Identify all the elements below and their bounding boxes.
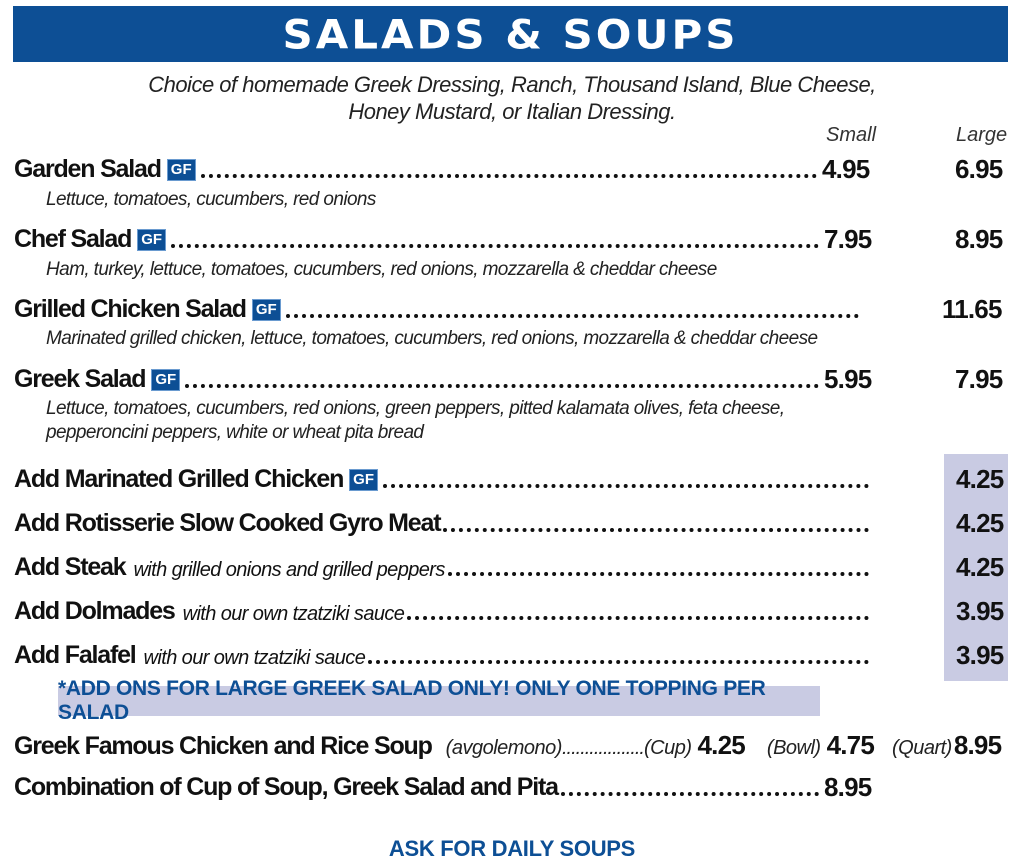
- column-large-label: Large: [956, 124, 1008, 146]
- item-name: Garden Salad: [14, 155, 161, 183]
- addon-name: Add Rotisserie Slow Cooked Gyro Meat: [14, 509, 441, 537]
- soup-note: (avgolemono): [445, 737, 562, 759]
- addon-gyro-meat: [14, 506, 872, 538]
- gluten-free-badge: GF: [151, 369, 180, 391]
- item-description: Lettuce, tomatoes, cucumbers, red onions, green peppers, pitted kalamata olives, feta cheese,: [46, 398, 785, 419]
- menu-item-greek-salad: [14, 362, 822, 394]
- soup-dots: ..................: [561, 737, 644, 759]
- addon-price: 4.25: [956, 464, 1004, 494]
- addon-restriction-note: *ADD ONS FOR LARGE GREEK SALAD ONLY! ONLY ONE TOPPING PER SALAD: [58, 686, 820, 716]
- leader-dots: [448, 572, 869, 576]
- leader-dots: [185, 384, 819, 388]
- soup-name: Greek Famous Chicken and Rice Soup: [14, 732, 432, 760]
- leader-dots: [171, 244, 819, 248]
- leader-dots: [561, 792, 819, 796]
- addon-price: 4.25: [956, 508, 1004, 538]
- leader-dots: [368, 660, 869, 664]
- addon-price: 4.25: [956, 552, 1004, 582]
- addon-dolmades: [14, 594, 872, 626]
- addon-name: Add Dolmades: [14, 597, 175, 625]
- leader-dots: [407, 616, 869, 620]
- section-title: SALADS & SOUPS: [282, 10, 739, 58]
- menu-item-combination: [14, 770, 822, 802]
- item-name: Greek Salad: [14, 365, 146, 393]
- gluten-free-badge: GF: [349, 469, 378, 491]
- addon-name: Add Marinated Grilled Chicken: [14, 465, 344, 493]
- addon-steak: [14, 550, 872, 582]
- item-description: Lettuce, tomatoes, cucumbers, red onions: [46, 189, 376, 210]
- menu-item-garden-salad: [14, 152, 820, 184]
- price-small: 7.95: [824, 224, 872, 254]
- item-description: Marinated grilled chicken, lettuce, tomatoes, cucumbers, red onions, mozzarella & cheddar cheese: [46, 328, 818, 349]
- bowl-label: (Bowl): [766, 737, 821, 759]
- addon-name: Add Falafel: [14, 641, 136, 669]
- addon-note: with our own tzatziki sauce: [143, 647, 366, 669]
- addon-price: 3.95: [956, 640, 1004, 670]
- bowl-price: 4.75: [826, 730, 874, 760]
- addon-price: 3.95: [956, 596, 1004, 626]
- menu-item-chicken-rice-soup: [14, 730, 1001, 761]
- price-large: 7.95: [955, 364, 1003, 394]
- item-name: Chef Salad: [14, 225, 132, 253]
- item-description-line2: pepperoncini peppers, white or wheat pita bread: [46, 422, 424, 443]
- price-large: 8.95: [955, 224, 1003, 254]
- menu-item-chef-salad: [14, 222, 822, 254]
- leader-dots: [383, 484, 869, 488]
- addon-name: Add Steak: [14, 553, 126, 581]
- section-banner: [13, 6, 1008, 62]
- gluten-free-badge: GF: [137, 229, 166, 251]
- combo-price: 8.95: [824, 772, 872, 802]
- price-large: 11.65: [942, 294, 1002, 324]
- addon-note: with grilled onions and grilled peppers: [133, 559, 445, 581]
- quart-label: (Quart): [892, 737, 952, 759]
- leader-dots: [286, 314, 859, 318]
- addon-note: with our own tzatziki sauce: [182, 603, 405, 625]
- item-description: Ham, turkey, lettuce, tomatoes, cucumbers, red onions, mozzarella & cheddar cheese: [46, 259, 717, 280]
- leader-dots: [443, 528, 869, 532]
- price-large: 6.95: [955, 154, 1003, 184]
- addon-falafel: [14, 638, 872, 670]
- leader-dots: [201, 174, 817, 178]
- price-small: 5.95: [824, 364, 872, 394]
- price-small: 4.95: [822, 154, 870, 184]
- cup-price: 4.25: [697, 730, 745, 760]
- gluten-free-badge: GF: [252, 299, 281, 321]
- menu-item-grilled-chicken-salad: [14, 292, 862, 324]
- column-small-label: Small: [826, 124, 877, 146]
- item-name: Grilled Chicken Salad: [14, 295, 246, 323]
- addon-marinated-grilled-chicken: [14, 462, 872, 494]
- dressing-note-line1: Choice of homemade Greek Dressing, Ranch, Thousand Island, Blue Cheese,: [148, 72, 876, 97]
- cup-label: (Cup): [644, 737, 692, 759]
- daily-soups-note: ASK FOR DAILY SOUPS: [388, 836, 636, 861]
- combo-name: Combination of Cup of Soup, Greek Salad and Pita: [14, 773, 558, 801]
- quart-price: 8.95: [953, 730, 1002, 760]
- dressing-note-line2: Honey Mustard, or Italian Dressing.: [348, 99, 676, 124]
- gluten-free-badge: GF: [167, 159, 196, 181]
